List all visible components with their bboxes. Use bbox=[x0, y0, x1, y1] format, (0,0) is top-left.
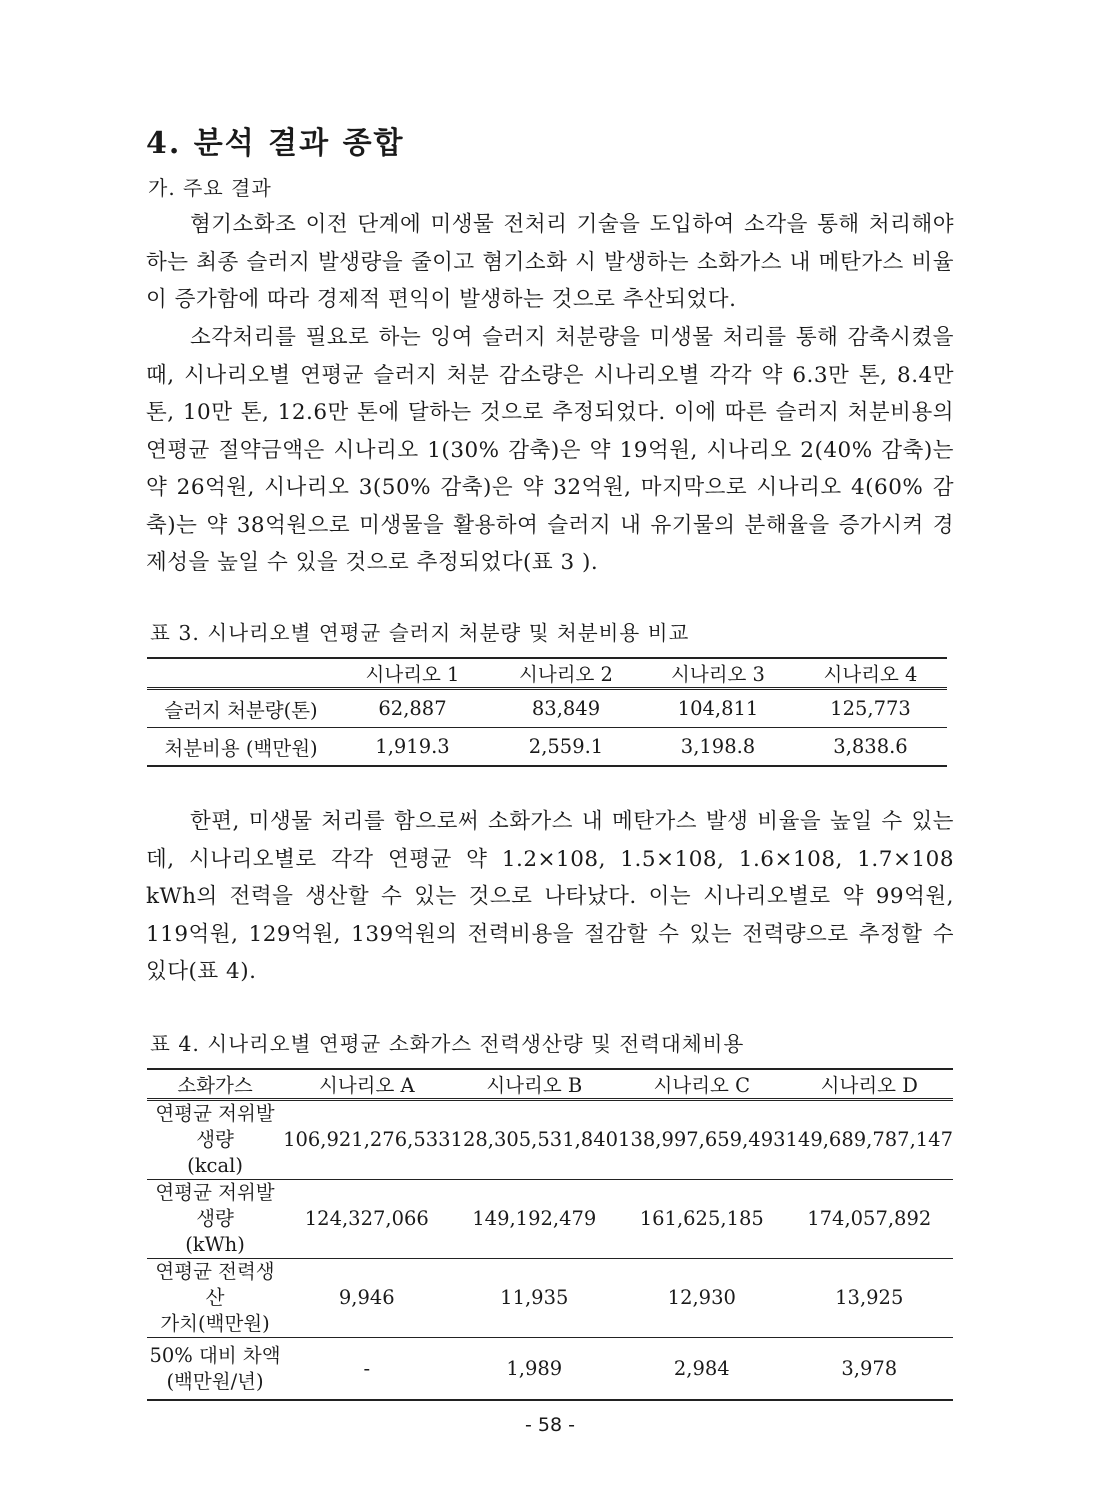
table-cell: 2,559.1 bbox=[528, 735, 604, 758]
table-header-cell: 시나리오 3 bbox=[642, 658, 794, 689]
table-header-row bbox=[147, 1069, 953, 1100]
table-header-cell: 시나리오 C bbox=[618, 1069, 785, 1100]
row-label: 처분비용 (백만원) bbox=[164, 736, 318, 760]
table-row bbox=[147, 689, 947, 728]
table-cell: 138,997,659,493 bbox=[618, 1100, 785, 1180]
row-label: 연평균 전력생산 가치(백만원) bbox=[147, 1259, 283, 1338]
table-header-cell bbox=[147, 658, 335, 689]
table-cell: 149,192,479 bbox=[451, 1180, 618, 1259]
table-row bbox=[147, 1259, 953, 1338]
table-header-cell: 소화가스 bbox=[147, 1069, 283, 1100]
table-cell: 11,935 bbox=[451, 1259, 618, 1338]
table-cell: 125,773 bbox=[794, 689, 947, 728]
table-row bbox=[147, 728, 947, 767]
row-label: 슬러지 처분량(톤) bbox=[147, 689, 335, 728]
subsection-title: 가. 주요 결과 bbox=[148, 176, 272, 200]
table-row bbox=[147, 1180, 953, 1259]
table-row bbox=[147, 1100, 953, 1180]
table-cell: 3,838.6 bbox=[833, 735, 908, 758]
table-header-cell: 시나리오 A bbox=[283, 1069, 450, 1100]
table-cell: 128,305,531,840 bbox=[451, 1100, 618, 1180]
page-number: - 58 - bbox=[525, 1414, 575, 1436]
table-cell: 3,198.8 bbox=[680, 735, 756, 758]
paragraph-1: 혐기소화조 이전 단계에 미생물 전처리 기술을 도입하여 소각을 통해 처리해야 하는 최종 슬러지 발생량을 줄이고 혐기소화 시 발생하는 소화가스 내 메탄가스 비율이 증가함에 따라 경제적 편익이 발생하는 것으로 추산되었다. bbox=[146, 212, 954, 312]
table-cell: 12,930 bbox=[618, 1259, 785, 1338]
section-title: 4. 분석 결과 종합 bbox=[146, 126, 405, 161]
table4-caption: 표 4. 시나리오별 연평균 소화가스 전력생산량 및 전력대체비용 bbox=[150, 1032, 745, 1056]
table-header-cell: 시나리오 D bbox=[786, 1069, 953, 1100]
table-cell: 161,625,185 bbox=[618, 1180, 785, 1259]
table-cell: 13,925 bbox=[786, 1259, 953, 1338]
table-header-cell: 시나리오 4 bbox=[794, 658, 947, 689]
row-label: 연평균 저위발생량 (kWh) bbox=[147, 1180, 283, 1259]
table-header-cell: 시나리오 1 bbox=[335, 658, 490, 689]
table-cell: 1,919.3 bbox=[375, 735, 450, 758]
table-cell: - bbox=[363, 1356, 371, 1380]
table-row bbox=[147, 1338, 953, 1401]
table-header-cell: 시나리오 2 bbox=[490, 658, 642, 689]
table-cell: 2,984 bbox=[673, 1356, 730, 1380]
table-cell: 1,989 bbox=[506, 1356, 563, 1380]
table-cell: 106,921,276,533 bbox=[283, 1100, 450, 1180]
table-cell: 3,978 bbox=[841, 1356, 898, 1380]
paragraph-2: 소각처리를 필요로 하는 잉여 슬러지 처분량을 미생물 처리를 통해 감축시켰을 때, 시나리오별 연평균 슬러지 처분 감소량은 시나리오별 각각 약 6.3만 톤, 8.4만 톤, 10만 톤, 12.6만 톤에 달하는 것으로 추정되었다. 이에 따른 슬러지 처분비용의 연평균 절약금액은 시나리오 1(30% 감축)은 약 19억원, 시나리오 2(40% 감축)는 약 26억원, 시나리오 3(50% 감축)은 약 32억원, 마지막으로 시나리오 4(60% 감축)는 약 38억원으로 미생물을 활용하여 슬러지 내 유기물의 분해율을 증가시켜 경제성을 높일 수 있을 것으로 추정되었다(표 3 ). bbox=[146, 325, 954, 575]
row-label: 50% 대비 차액 (백만원/년) bbox=[149, 1343, 281, 1393]
table-cell: 83,849 bbox=[490, 689, 642, 728]
paragraph-3: 한편, 미생물 처리를 함으로써 소화가스 내 메탄가스 발생 비율을 높일 수 있는데, 시나리오별로 각각 연평균 약 1.2×108, 1.5×108, 1.6×108, 1.7×108 kWh의 전력을 생산할 수 있는 것으로 나타났다. 이는 시나리오별로 약 99억원, 119억원, 129억원, 139억원의 전력비용을 절감할 수 있는 전력량으로 추정할 수 있다(표 4). bbox=[146, 809, 954, 984]
table4 bbox=[147, 1068, 953, 1401]
table-cell: 149,689,787,147 bbox=[786, 1100, 953, 1180]
table-header-row bbox=[147, 658, 947, 689]
table-cell: 104,811 bbox=[642, 689, 794, 728]
table3-caption: 표 3. 시나리오별 연평균 슬러지 처분량 및 처분비용 비교 bbox=[150, 621, 690, 645]
table-header-cell: 시나리오 B bbox=[451, 1069, 618, 1100]
table3 bbox=[147, 657, 947, 767]
table-cell: 62,887 bbox=[335, 689, 490, 728]
row-label: 연평균 저위발생량 (kcal) bbox=[147, 1100, 283, 1180]
table-cell: 174,057,892 bbox=[786, 1180, 953, 1259]
table-cell: 124,327,066 bbox=[283, 1180, 450, 1259]
table-cell: 9,946 bbox=[283, 1259, 450, 1338]
